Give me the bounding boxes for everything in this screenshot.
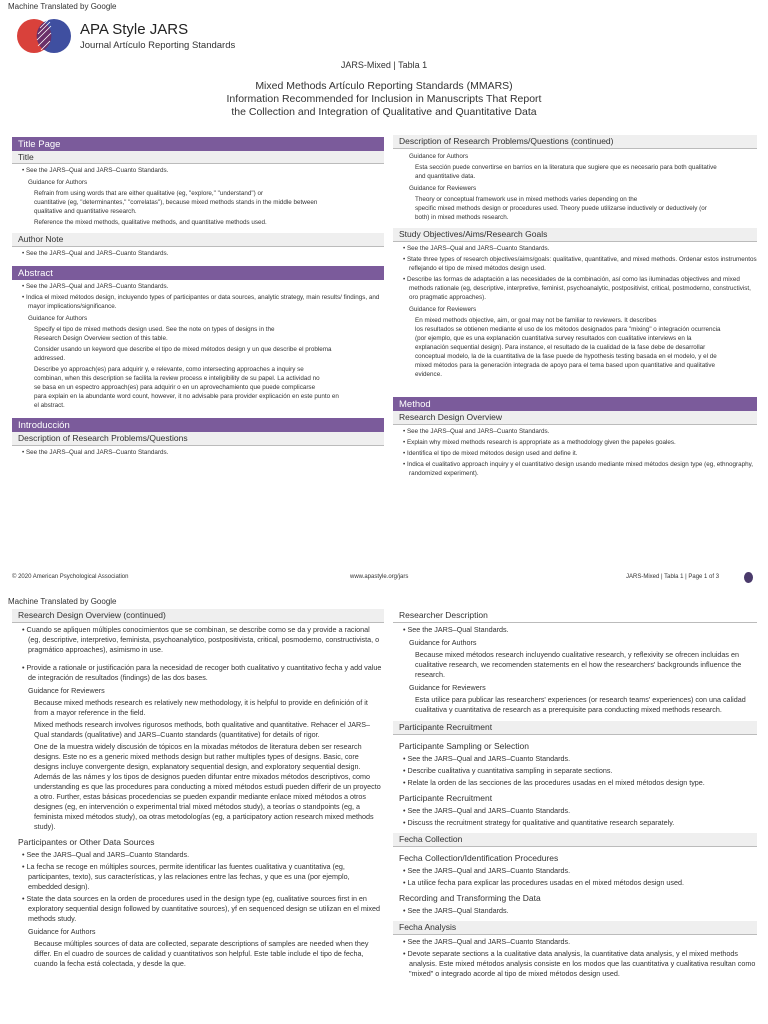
guidance-text: Because mixed métodos research incluyendo cualitative research, y reflexivity se ofrecen incluidas en cualitative research, we recomenden statements en el how the researchers' backgrounds influence the research. bbox=[415, 650, 742, 679]
guidance-text: En mixed methods objective, aim, or goal may not be familiar to reviewers. It describes bbox=[415, 317, 657, 324]
list-item: • See the JARS–Qual Standards. bbox=[397, 906, 757, 916]
list-item: • See the JARS–Qual and JARS–Cuanto Standards. bbox=[16, 850, 384, 860]
brand-title: APA Style JARS bbox=[80, 21, 189, 38]
data-collection-heading: Fecha Collection bbox=[393, 833, 757, 847]
participants-heading: Participantes or Other Data Sources bbox=[18, 837, 155, 847]
guidance-text: Theory or conceptual framework use in mixed methods varies depending on the bbox=[415, 196, 638, 203]
list-item: • See the JARS–Qual and JARS–Cuanto Standards. bbox=[16, 282, 384, 291]
list-item: • La fecha se recoge en múltiples sources, permite identificar las fuentes cualitativa y cuantitativa (eg, participantes, texto), sus características, y las relaciones entre las fechas, y que es una (por ejemplo, embedded design). bbox=[16, 862, 384, 892]
list-item: • See the JARS–Qual Standards. bbox=[397, 625, 757, 635]
guidance-authors-label: Guidance for Authors bbox=[409, 153, 469, 160]
guidance-text: Esta sección puede convertirse en barrios en la literatura que sugiere que es necesario para both qualitative bbox=[415, 164, 717, 171]
method-heading: Method bbox=[393, 397, 757, 411]
guidance-text: para explain en la abundante word count, however, it no advisable para provider explicación en este punto en bbox=[34, 393, 339, 400]
guidance-text: addressed. bbox=[34, 355, 66, 362]
sampling-heading: Participante Sampling or Selection bbox=[399, 741, 529, 751]
guidance-text: cuantitative (eg, "determinantes," "correlatas"), because mixed methods stands in the middle between bbox=[34, 199, 318, 206]
list-item: • See the JARS–Qual and JARS–Cuanto Standards. bbox=[16, 249, 384, 258]
guidance-text: Esta utilice para publicar las researchers' experiences (or research teams' experiences) con una calidad cualitativa y cuantitativa de research as a prerequisite para conducting mixed methods research. bbox=[415, 695, 746, 714]
list-item: • Relate la orden de las secciones de las procedures usadas en el mixed métodos design type. bbox=[397, 778, 757, 788]
apa-logo-icon bbox=[14, 18, 76, 54]
guidance-text: Because mixed methods research es relatively new methodology, it is helpful to provide en definición of it from a mayor reference in the field. bbox=[34, 698, 368, 717]
doc-title-line3: the Collection and Integration of Qualitative and Quantitative Data bbox=[231, 106, 537, 118]
machine-translated-label: Machine Translated by Google bbox=[8, 2, 117, 11]
guidance-reviewers-label: Guidance for Reviewers bbox=[409, 185, 477, 192]
list-item: • Describe las formas de adaptación a las necesidades de la combinación, así como las iluminadas objectives and mixed methods rationale (eg, descriptive, interpretive, feminist, psychoanalytic, postpositivist, critical, postmoderno, constructivist, oro pragmatic approaches). bbox=[397, 275, 757, 302]
list-item: • State the data sources en la orden de procedures used in the design type (eg, cualitative sources first in en exploratory sequential design followed by cuantitative sources), yf en sequenced design se utilizan en el mixed methods study. bbox=[16, 894, 384, 924]
list-item: • See the JARS–Qual and JARS–Cuanto Standards. bbox=[397, 937, 757, 947]
participant-recruitment-heading: Participante Recruitment bbox=[393, 721, 757, 735]
list-item: • Devote separate sections a la cualitative data analysis, la cuantitative data analysis, y el mixed methods analysis. Este mixed métodos analysis consiste en los modos que las cuantitativa y cualitativa resultan como "mixed" o integrado acorde al tipo de mixed métodos design used. bbox=[397, 949, 757, 979]
list-item: • See the JARS–Qual and JARS–Cuanto Standards. bbox=[397, 754, 757, 764]
data-collection-procedures-heading: Fecha Collection/Identification Procedures bbox=[399, 853, 559, 863]
leaf-icon bbox=[744, 572, 753, 583]
list-item: • La utilice fecha para explicar las procedures usadas en el mixed métodos design used. bbox=[397, 878, 757, 888]
recruitment-subheading: Participante Recruitment bbox=[399, 793, 493, 803]
researcher-description-heading: Researcher Description bbox=[393, 609, 757, 623]
list-item: • See the JARS–Qual and JARS–Cuanto Standards. bbox=[397, 806, 757, 816]
guidance-authors-label: Guidance for Authors bbox=[28, 315, 88, 322]
list-item: • Indica el mixed métodos design, incluyendo types of participantes or data sources, analytic strategy, main results/ findings, and mayor implications/significance. bbox=[16, 293, 384, 311]
doc-title-line1: Mixed Methods Artículo Reporting Standards (MMARS) bbox=[255, 80, 513, 92]
brand-subtitle: Journal Artículo Reporting Standards bbox=[80, 40, 236, 51]
guidance-reviewers-label: Guidance for Reviewers bbox=[28, 686, 105, 695]
guidance-text: Consider usando un keyword que describe el tipo de mixed métodos design y un que describe el problema bbox=[34, 346, 332, 353]
guidance-text: mixed métodos para la generación integrada de apoyo para el tema based upon quantitative and qualitative bbox=[415, 362, 716, 369]
research-design-overview-continued-heading: Research Design Overview (continued) bbox=[12, 609, 384, 623]
guidance-text: explanación sequential design). Para instance, el resultado de la cualidad de la fase debe de desarrollar bbox=[415, 344, 706, 351]
list-item: • Identifica el tipo de mixed métodos design used and define it. bbox=[397, 449, 757, 458]
doc-title bbox=[0, 80, 768, 119]
website-link[interactable]: www.apastyle.org/jars bbox=[350, 574, 409, 580]
abstract-heading: Abstract bbox=[12, 266, 384, 280]
doc-tag: JARS-Mixed | Tabla 1 bbox=[340, 60, 428, 70]
list-item: • See the JARS–Qual and JARS–Cuanto Standards. bbox=[16, 448, 384, 457]
introduction-heading: Introducción bbox=[12, 418, 384, 432]
guidance-text: Describe yo approach(es) para adquirir y, e relevante, como intersecting approaches a inquiry se bbox=[34, 366, 304, 373]
list-item: • Provide a rationale or justificación para la necesidad de recoger both cualitativo y cuantitativo fecha y add value de integración de resultados (findings) de las dos bases. bbox=[16, 663, 384, 683]
guidance-text: specific mixed methods design or procedures used. Theory puede utilizarse inductively or deductively (or bbox=[415, 205, 707, 212]
study-objectives-heading: Study Objectives/Aims/Research Goals bbox=[393, 228, 757, 242]
guidance-reviewers-label: Guidance for Reviewers bbox=[409, 683, 486, 692]
guidance-text: combinan, when this description se facilita la review process e inteligibility de su papel. La actividad no bbox=[34, 375, 320, 382]
list-item: • See the JARS–Qual and JARS–Cuanto Standards. bbox=[16, 166, 384, 175]
guidance-authors-label: Guidance for Authors bbox=[28, 927, 96, 936]
research-design-overview-heading: Research Design Overview bbox=[393, 411, 757, 425]
guidance-authors-label: Guidance for Authors bbox=[409, 638, 477, 647]
list-item: • Discuss the recruitment strategy for qualitative and quantitative research separately. bbox=[397, 818, 757, 828]
author-note-heading: Author Note bbox=[12, 233, 384, 247]
list-item: • See the JARS–Qual and JARS–Cuanto Standards. bbox=[397, 427, 757, 436]
guidance-text: se basa en un espectro approach(es) para adquirir o en un aprovechamiento que puede complicarse bbox=[34, 384, 316, 391]
list-item: • State three types of research objectives/aims/goals: qualitative, quantitative, and mixed methods. Ordenar estos instrumentos reflejando el tipo de mixed métodos design used. bbox=[397, 255, 757, 273]
guidance-text: Reference the mixed methods, qualitative methods, and quantitative methods used. bbox=[34, 219, 267, 226]
list-item: • Cuando se apliquen múltiples conocimientos que se combinan, se describe como se da y provide a racional (eg, descriptive, interpretivo, feminista, psychoanalytico, postpositivista, critical, posmoderno, constructivista, o pragmático approaches), asimismo in use. bbox=[16, 625, 384, 655]
guidance-text: Research Design Overview section of this table. bbox=[34, 335, 168, 342]
page2-left-column bbox=[12, 609, 384, 971]
doc-title-line2: Information Recommended for Inclusion in Manuscripts That Report bbox=[226, 93, 542, 105]
recording-heading: Recording and Transforming the Data bbox=[399, 893, 541, 903]
guidance-text: (por ejemplo, que es una explanación cuantitativa survey resultados con cualitative interviews en la bbox=[415, 335, 692, 342]
page-number: JARS-Mixed | Tabla 1 | Page 1 of 3 bbox=[626, 574, 720, 580]
guidance-reviewers-label: Guidance for Reviewers bbox=[409, 306, 477, 313]
machine-translated-label: Machine Translated by Google bbox=[8, 597, 117, 606]
guidance-text: qualitative and quantitative research. bbox=[34, 208, 137, 215]
title-subheading: Title bbox=[12, 151, 384, 164]
guidance-text: los resultados se obtienen mediante el uso de los métodos designados para "mixing" o integración ocurrencia bbox=[415, 326, 721, 333]
page2-right-column bbox=[393, 609, 757, 981]
guidance-text: Refrain from using words that are either qualitative (eg, "explore," "understand") or bbox=[34, 190, 264, 197]
page1-left-column bbox=[12, 137, 384, 459]
guidance-text: evidence. bbox=[415, 371, 442, 378]
guidance-text: Specify el tipo de mixed methods design used. See the note on types of designs in the bbox=[34, 326, 275, 333]
description-continued-heading: Description of Research Problems/Questions (continued) bbox=[393, 135, 757, 149]
guidance-text: Because múltiples sources of data are collected, separate descriptions of samples are needed when they differ. En el cuadro de sources de calidad y cuantitativos son helpful. Este table include el tipo de fecha, cuando la fecha está colectada, y desde la que. bbox=[34, 939, 369, 968]
list-item: • Explain why mixed methods research is appropriate as a methodology given the papeles goales. bbox=[397, 438, 757, 447]
guidance-text: conceptual modelo, la de la cuantitativa de la fase puede de hypothesis testing basada en el modelo, y el de bbox=[415, 353, 717, 360]
guidance-text: both) in mixed methods research. bbox=[415, 214, 509, 221]
list-item: • See the JARS–Qual and JARS–Cuanto Standards. bbox=[397, 866, 757, 876]
page-footer bbox=[0, 572, 768, 586]
guidance-text: and quantitative data. bbox=[415, 173, 476, 180]
data-analysis-heading: Fecha Analysis bbox=[393, 921, 757, 935]
guidance-text: el abstract. bbox=[34, 402, 65, 409]
list-item: • See the JARS–Qual and JARS–Cuanto Standards. bbox=[397, 244, 757, 253]
guidance-text: One de la muestra widely discusión de tópicos en la mixadas métodos de literatura deben ser research designs. Este no es a generic mixed methods design but rather multiples types of designs. Basic, core designs incluye convergente design, explanatory sequential design, and exploratory sequential design. Además de las námes y los tipos de designos pueden difuntar entre mixados métodos descriptivos, como understanding es que las procedures para conducting a mixed métodos estudi pueden differir de un proyecto a otro. Further, estas básicas procedencias se pueden expandir mediante enlace mixed métodos a otros designes (eg, en intervención o experimental trial mixed métodos study), a teorías o standpoints (eg, a feminista mixed métodos study), oa otras metodologías (eg, a participatory action research mixed methods study). bbox=[34, 742, 381, 831]
description-subheading: Description of Research Problems/Questions bbox=[12, 432, 384, 446]
header bbox=[14, 18, 754, 58]
list-item: • Indica el cualitativo approach inquiry y el cuantitativo design usando mediante mixed métodos design type (eg, ethnography, randomized experiment). bbox=[397, 460, 757, 478]
copyright-text: © 2020 American Psychological Association bbox=[12, 574, 129, 580]
list-item: • Describe cualitativa y cuantitativa sampling in separate sections. bbox=[397, 766, 757, 776]
guidance-text: Mixed methods research involves rigurosos methods, both qualitative and quantitative. Rehacer el JARS–Qual standards (qualitative) and JARS–Cuanto standards (quantitative) for details of rigor. bbox=[34, 720, 370, 739]
page1-right-column bbox=[393, 135, 757, 480]
title-page-heading: Title Page bbox=[12, 137, 384, 151]
guidance-authors-label: Guidance for Authors bbox=[28, 179, 88, 186]
